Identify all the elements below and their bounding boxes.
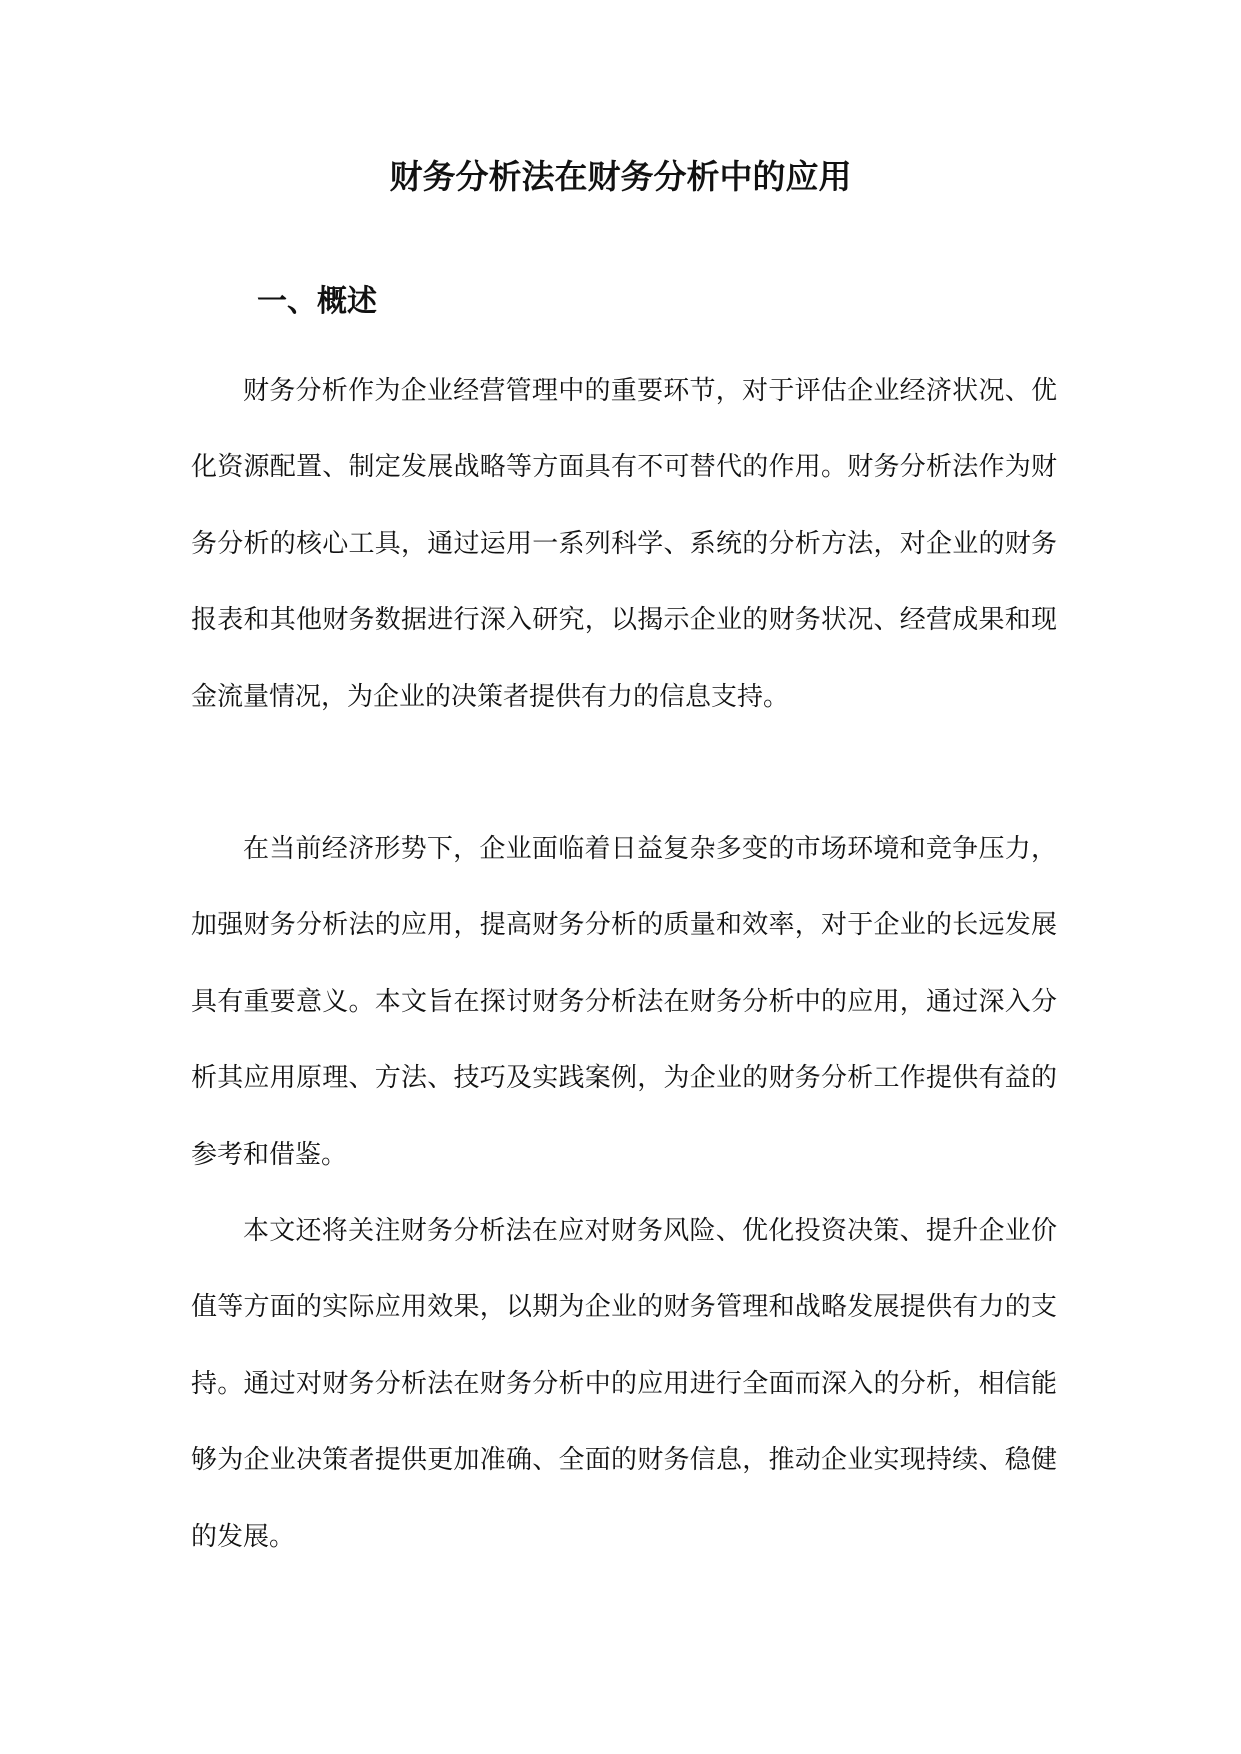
body-paragraph: 在当前经济形势下，企业面临着日益复杂多变的市场环境和竞争压力，加强财务分析法的应用，提高财务分析的质量和效率，对于企业的长远发展具有重要意义。本文旨在探讨财务分析法在财务分析中的应用，通过深入分析其应用原理、方法、技巧及实践案例，为企业的财务分析工作提供有益的参考和借鉴。 (191, 834, 1057, 1170)
document-title: 财务分析法在财务分析中的应用 (389, 157, 852, 196)
section-heading: 一、概述 (257, 284, 377, 319)
body-paragraph: 财务分析作为企业经营管理中的重要环节，对于评估企业经济状况、优化资源配置、制定发展战略等方面具有不可替代的作用。财务分析法作为财务分析的核心工具，通过运用一系列科学、系统的分析方法，对企业的财务报表和其他财务数据进行深入研究，以揭示企业的财务状况、经营成果和现金流量情况，为企业的决策者提供有力的信息支持。 (191, 376, 1057, 712)
body-paragraph: 本文还将关注财务分析法在应对财务风险、优化投资决策、提升企业价值等方面的实际应用效果，以期为企业的财务管理和战略发展提供有力的支持。通过对财务分析法在财务分析中的应用进行全面而深入的分析，相信能够为企业决策者提供更加准确、全面的财务信息，推动企业实现持续、稳健的发展。 (191, 1216, 1057, 1552)
